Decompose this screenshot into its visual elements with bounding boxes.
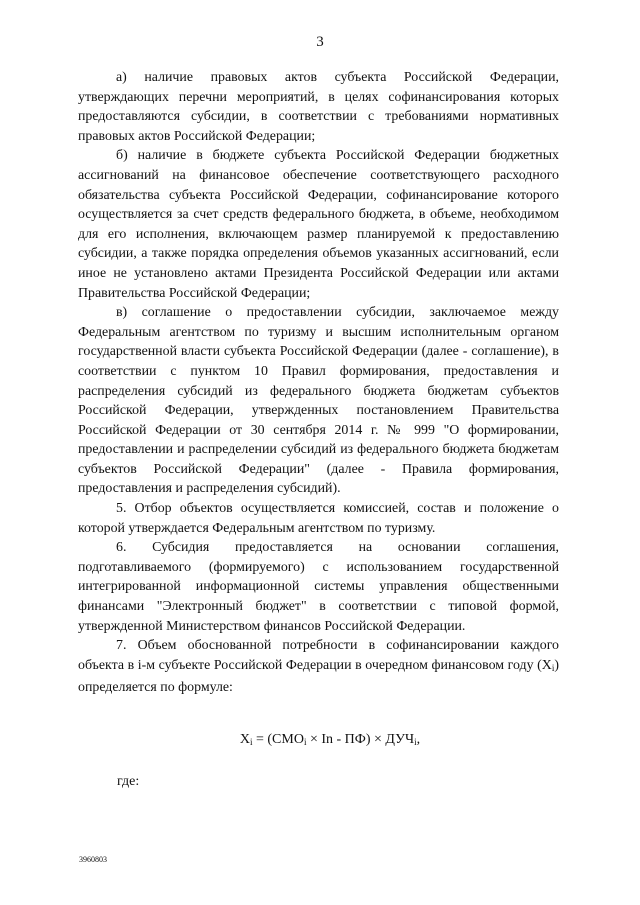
paragraph-7-subscript: i (551, 662, 555, 673)
formula-part-4: , (416, 732, 421, 747)
paragraph-a: а) наличие правовых актов субъекта Российской Федерации, утверждающих перечни мероприятий, в целях софинансирования которых предоставляются субсидии, в соответствии с требованиями нормативных правовых актов Российской Федерации; (78, 70, 559, 144)
formula-sub-2: i (303, 737, 307, 747)
document-code: 3960803 (79, 855, 107, 864)
paragraph-7-text-before: 7. Объем обоснованной потребности в софинансировании каждого объекта в i-м субъекте Российской Федерации в очередном финансовом году (X (78, 638, 559, 673)
formula-sub-3: i (414, 737, 417, 747)
formula-part-3: × In - ПФ) × ДУЧ (306, 732, 415, 747)
paragraph-6: 6. Субсидия предоставляется на основании соглашения, подготавливаемого (формируемого) с использованием государственной интегрированной информационной системы управления общественными финансами "Электронный бюджет" в соответствии с типовой формой, утвержденной Министерством финансов Российской Федерации. (78, 540, 559, 634)
paragraph-5: 5. Отбор объектов осуществляется комиссией, состав и положение о которой утверждается Федеральным агентством по туризму. (78, 501, 559, 536)
formula-part-2: = (СМО (252, 732, 304, 747)
document-body (78, 68, 559, 698)
formula-sub-1: i (249, 737, 253, 747)
formula-part-1: X (239, 732, 250, 747)
paragraph-b: б) наличие в бюджете субъекта Российской Федерации бюджетных ассигнований на финансовое обеспечение соответствующего расходного обязательства субъекта Российской Федерации, софинансирование которого осуществляется за счет средств федерального бюджета, в объеме, необходимом для его исполнения, включающем размер планируемой к предоставлению субсидии, а также порядка определения объемов указанных ассигнований, если иное не установлено актами Президента Российской Федерации или актами Правительства Российской Федерации; (78, 148, 559, 301)
page-number: 3 (316, 34, 324, 50)
paragraph-v: в) соглашение о предоставлении субсидии, заключаемое между Федеральным агентством по туризму и высшим исполнительным органом государственной власти субъекта Российской Федерации (далее - соглашение), в соответствии с пунктом 10 Правил формирования, предоставления и распределения субсидий из федерального бюджета бюджетам субъектов Российской Федерации, утвержденных постановлением Правительства Российской Федерации от 30 сентября 2014 г. № 999 "О формировании, предоставлении и распределении субсидий из федерального бюджета бюджетам субъектов Российской Федерации" (далее - Правила формирования, предоставления и распределения субсидий). (78, 305, 559, 497)
paragraph-7 (78, 636, 559, 698)
formula (0, 732, 640, 748)
paragraph-7-text-after: ) определяется по формуле: (78, 657, 559, 696)
where-label: где: (117, 774, 140, 789)
